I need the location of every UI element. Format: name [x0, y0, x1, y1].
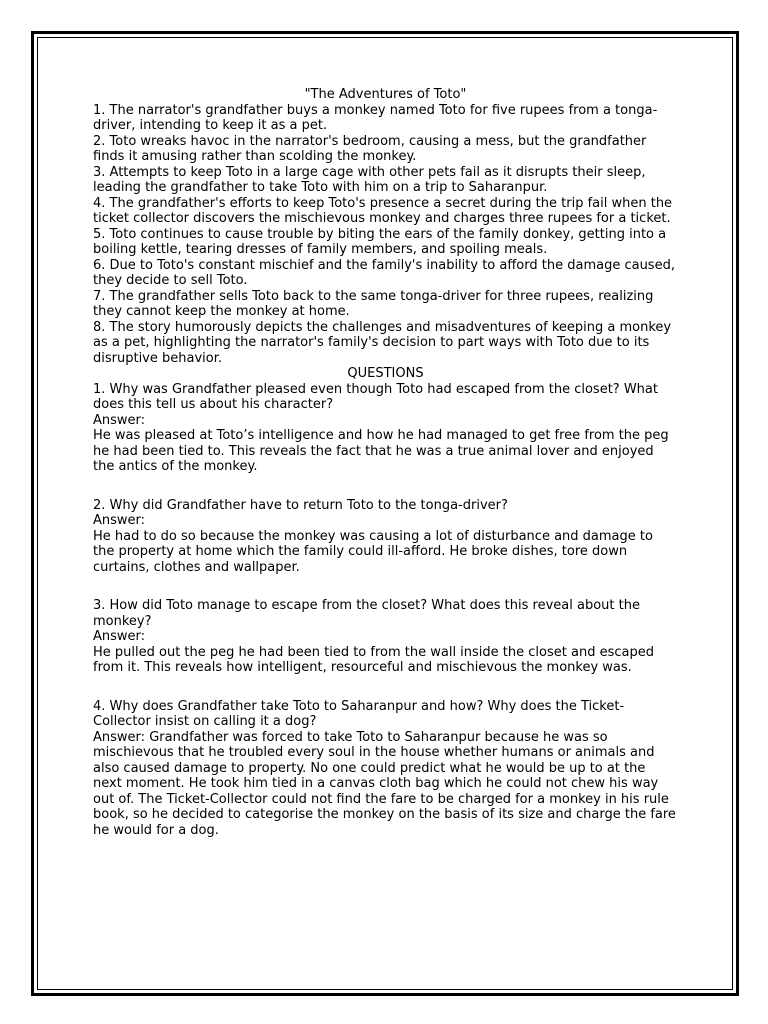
answer-text: He was pleased at Toto’s intelligence and how he had managed to get free from the peg he had been tied to. This reveals the fact that he was a true animal lover and enjoyed the antics of the monkey. [93, 428, 669, 474]
spacer [93, 475, 678, 498]
summary-point: 4. The grandfather's efforts to keep Toto's presence a secret during the trip fail when the ticket collector discovers the mischievous monkey and charges three rupees for a ticket. [93, 195, 673, 226]
answer-text: He pulled out the peg he had been tied to from the wall inside the closet and escaped from it. This reveals how intelligent, resourceful and mischievous the monkey was. [93, 644, 654, 675]
summary-point: 2. Toto wreaks havoc in the narrator's bedroom, causing a mess, but the grandfather finds it amusing rather than scolding the monkey. [93, 133, 647, 164]
summary-point: 8. The story humorously depicts the challenges and misadventures of keeping a monkey as a pet, highlighting the narrator's family's decision to part ways with Toto due to its disruptive behavior. [93, 319, 672, 366]
answer-text: He had to do so because the monkey was causing a lot of disturbance and damage to the property at home which the family could ill-afford. He broke dishes, tore down curtains, clothes and wallpaper. [93, 528, 653, 575]
answer-label: Answer: [93, 629, 146, 644]
answer-label: Answer: [93, 729, 146, 745]
spacer [93, 575, 678, 598]
answer-text [93, 730, 678, 839]
spacer [93, 676, 678, 699]
summary-point: 1. The narrator's grandfather buys a monkey named Toto for five rupees from a tonga-driver, intending to keep it as a pet. [93, 102, 658, 133]
summary-point: 7. The grandfather sells Toto back to the same tonga-driver for three rupees, realizing they cannot keep the monkey at home. [93, 288, 654, 319]
questions-heading: QUESTIONS [347, 366, 424, 381]
summary-point: 5. Toto continues to cause trouble by biting the ears of the family donkey, getting into a boiling kettle, tearing dresses of family members, and spoiling meals. [93, 226, 667, 257]
question-text: 3. How did Toto manage to escape from the closet? What does this reveal about the monkey? [93, 598, 640, 629]
question-text: 2. Why did Grandfather have to return Toto to the tonga-driver? [93, 497, 508, 513]
summary-point: 3. Attempts to keep Toto in a large cage with other pets fail as it disrupts their sleep, leading the grandfather to take Toto with him on a trip to Saharanpur. [93, 164, 646, 195]
summary-point: 6. Due to Toto's constant mischief and the family's inability to afford the damage caused, they decide to sell Toto. [93, 257, 675, 288]
document-body [93, 87, 678, 838]
document-title: "The Adventures of Toto" [304, 87, 467, 102]
answer-label: Answer: [93, 513, 146, 528]
question-text: 4. Why does Grandfather take Toto to Saharanpur and how? Why does the Ticket-Collector insist on calling it a dog? [93, 698, 625, 729]
answer-label: Answer: [93, 412, 146, 428]
answer-body: Grandfather was forced to take Toto to Saharanpur because he was so mischievous that he troubled every soul in the house whether humans or animals and also caused damage to property. No one could predict what he would be up to at the next moment. He took him tied in a canvas cloth bag which he could not chew his way out of. The Ticket-Collector could not find the fare to be charged for a monkey in his rule book, so he decided to categorise the monkey on the basis of its size and charge the fare he would for a dog. [93, 729, 676, 838]
question-text: 1. Why was Grandfather pleased even though Toto had escaped from the closet? What does this tell us about his character? [93, 381, 658, 412]
